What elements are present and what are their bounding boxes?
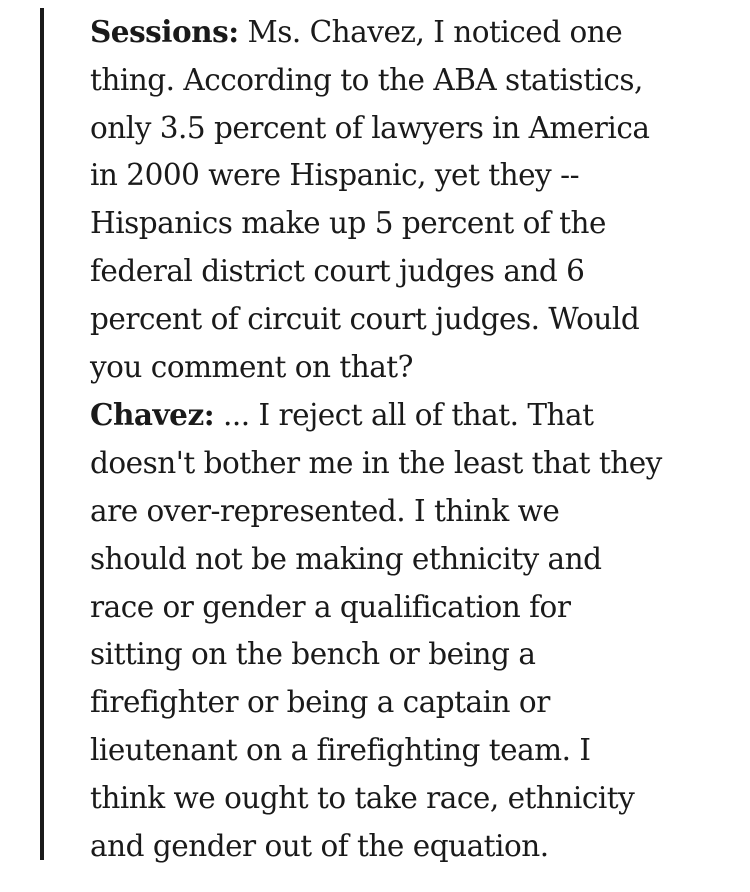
line: federal district court judges and 6	[90, 253, 585, 288]
line: and gender out of the equation.	[90, 828, 549, 863]
blockquote-rule	[40, 8, 44, 860]
speaker-chavez: Chavez:	[90, 397, 215, 433]
chavez-paragraph	[90, 391, 740, 870]
line: thing. According to the ABA statistics,	[90, 62, 643, 97]
line: race or gender a qualification for	[90, 589, 571, 624]
sessions-paragraph	[90, 8, 740, 391]
line: Ms. Chavez, I noticed one	[247, 15, 623, 49]
line: are over-represented. I think we	[90, 493, 560, 528]
line: percent of circuit court judges. Would	[90, 301, 640, 336]
line: sitting on the bench or being a	[90, 637, 536, 672]
line: only 3.5 percent of lawyers in America	[90, 110, 650, 145]
line: firefighter or being a captain or	[90, 685, 550, 720]
line: ... I reject all of that. That	[222, 398, 594, 433]
line: in 2000 were Hispanic, yet they --	[90, 158, 580, 193]
line: think we ought to take race, ethnicity	[90, 780, 635, 815]
line: Hispanics make up 5 percent of the	[90, 206, 606, 241]
line: you comment on that?	[90, 349, 413, 384]
line: doesn't bother me in the least that they	[90, 446, 662, 481]
line: lieutenant on a firefighting team. I	[90, 732, 591, 767]
line: should not be making ethnicity and	[90, 541, 602, 576]
transcript-quote	[90, 8, 740, 870]
speaker-sessions: Sessions:	[90, 14, 239, 49]
